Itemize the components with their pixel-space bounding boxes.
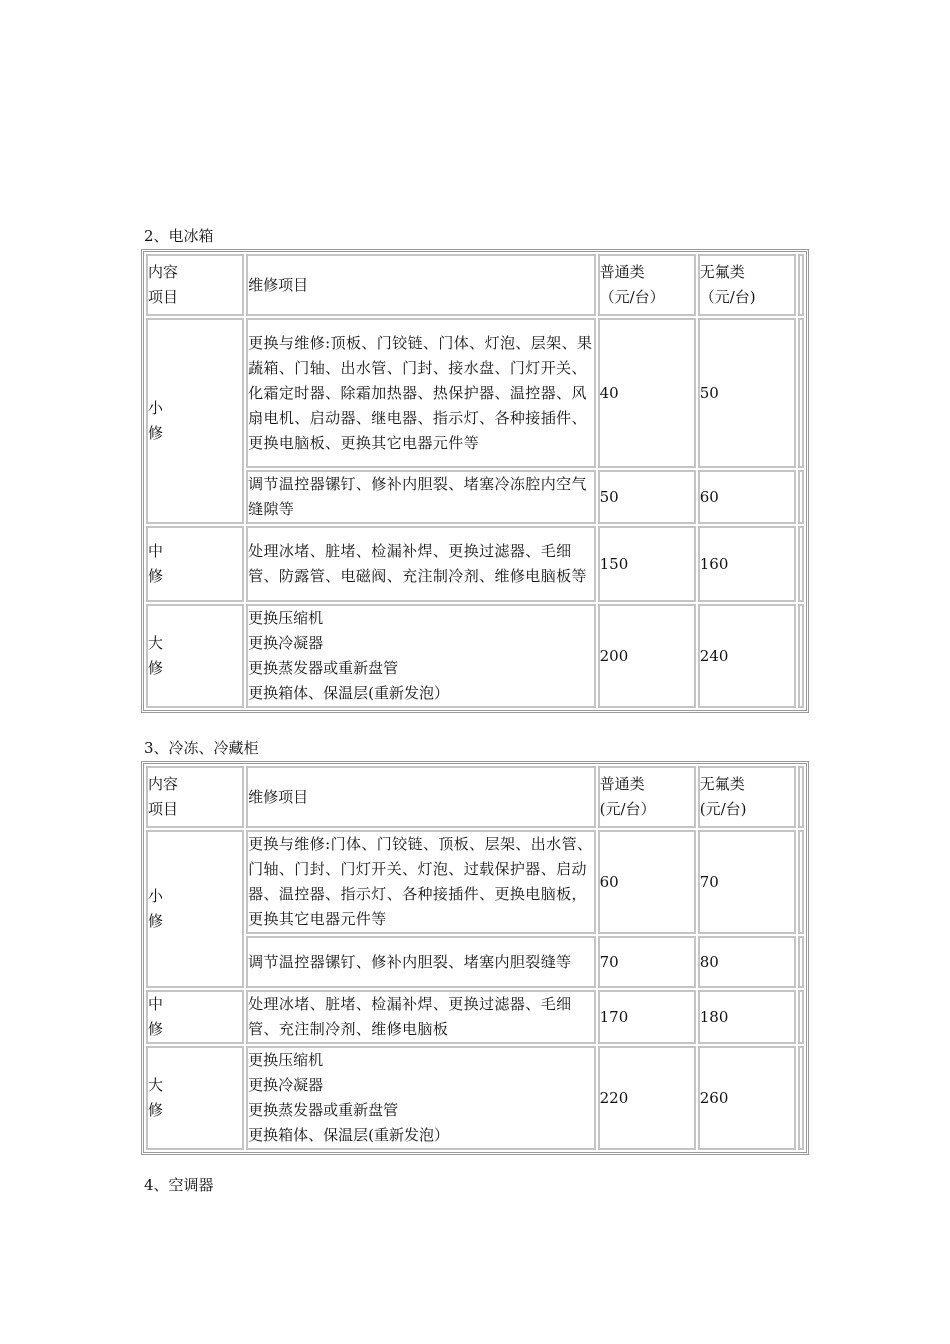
freon-free-price-cell: 50 [698, 318, 796, 468]
padding-cell [798, 526, 804, 602]
repair-item-cell: 处理冰堵、脏堵、检漏补焊、更换过滤器、毛细管、防露管、电磁阀、充注制冷剂、维修电脑板等 [246, 526, 596, 602]
normal-price-cell: 40 [598, 318, 696, 468]
freon-free-price-cell: 80 [698, 936, 796, 988]
category-cell-medium: 中 修 [146, 990, 244, 1044]
padding-cell [798, 1046, 804, 1150]
table-row [146, 318, 804, 468]
padding-cell [798, 766, 804, 828]
header-category-cell: 内容 项目 [146, 254, 244, 316]
repair-item-cell: 更换与维修:顶板、门铰链、门体、灯泡、层架、果蔬箱、门轴、出水管、门封、接水盘、门灯开关、化霜定时器、除霜加热器、热保护器、温控器、风扇电机、启动器、继电器、指示灯、各种接插件、更换电脑板、更换其它电器元件等 [246, 318, 596, 468]
padding-cell [798, 604, 804, 708]
refrigerator-repair-price-table [141, 249, 809, 713]
table-row [146, 1046, 804, 1150]
table-row [146, 830, 804, 934]
repair-item-cell: 更换压缩机 更换冷凝器 更换蒸发器或重新盘管 更换箱体、保温层(重新发泡） [246, 604, 596, 708]
repair-item-cell: 更换与维修:门体、门铰链、顶板、层架、出水管、门轴、门封、门灯开关、灯泡、过载保护器、启动器、温控器、指示灯、各种接插件、更换电脑板，更换其它电器元件等 [246, 830, 596, 934]
table-row [146, 604, 804, 708]
category-cell-medium: 中 修 [146, 526, 244, 602]
category-cell-major: 大 修 [146, 1046, 244, 1150]
normal-price-cell: 60 [598, 830, 696, 934]
repair-item-cell: 调节温控器镙钉、修补内胆裂、堵塞内胆裂缝等 [246, 936, 596, 988]
section-heading-refrigerator: 2、电冰箱 [144, 227, 214, 245]
category-cell-minor: 小 修 [146, 318, 244, 524]
table-header-row [146, 766, 804, 828]
padding-cell [798, 936, 804, 988]
padding-cell [798, 990, 804, 1044]
normal-price-cell: 50 [598, 470, 696, 524]
header-freon-free-price-cell: 无氟类 (元/台) [698, 766, 796, 828]
section-heading-freezer: 3、冷冻、冷藏柜 [144, 739, 259, 757]
freon-free-price-cell: 240 [698, 604, 796, 708]
repair-item-cell: 调节温控器镙钉、修补内胆裂、堵塞冷冻腔内空气缝隙等 [246, 470, 596, 524]
freezer-repair-price-table [141, 761, 809, 1155]
normal-price-cell: 70 [598, 936, 696, 988]
freon-free-price-cell: 180 [698, 990, 796, 1044]
category-cell-major: 大 修 [146, 604, 244, 708]
padding-cell [798, 318, 804, 468]
freon-free-price-cell: 260 [698, 1046, 796, 1150]
header-category-cell: 内容 项目 [146, 766, 244, 828]
header-normal-price-cell: 普通类 （元/台） [598, 254, 696, 316]
normal-price-cell: 170 [598, 990, 696, 1044]
category-cell-minor: 小 修 [146, 830, 244, 988]
section-heading-air-conditioner: 4、空调器 [144, 1176, 214, 1194]
normal-price-cell: 150 [598, 526, 696, 602]
padding-cell [798, 830, 804, 934]
freon-free-price-cell: 60 [698, 470, 796, 524]
header-freon-free-price-cell: 无氟类 （元/台) [698, 254, 796, 316]
padding-cell [798, 470, 804, 524]
freon-free-price-cell: 70 [698, 830, 796, 934]
table-row [146, 526, 804, 602]
freon-free-price-cell: 160 [698, 526, 796, 602]
header-normal-price-cell: 普通类 (元/台） [598, 766, 696, 828]
table-row [146, 990, 804, 1044]
normal-price-cell: 220 [598, 1046, 696, 1150]
header-item-cell: 维修项目 [246, 766, 596, 828]
header-item-cell: 维修项目 [246, 254, 596, 316]
repair-item-cell: 处理冰堵、脏堵、检漏补焊、更换过滤器、毛细管、充注制冷剂、维修电脑板 [246, 990, 596, 1044]
padding-cell [798, 254, 804, 316]
table-row [146, 936, 804, 988]
table-header-row [146, 254, 804, 316]
normal-price-cell: 200 [598, 604, 696, 708]
repair-item-cell: 更换压缩机 更换冷凝器 更换蒸发器或重新盘管 更换箱体、保温层(重新发泡） [246, 1046, 596, 1150]
table-row [146, 470, 804, 524]
